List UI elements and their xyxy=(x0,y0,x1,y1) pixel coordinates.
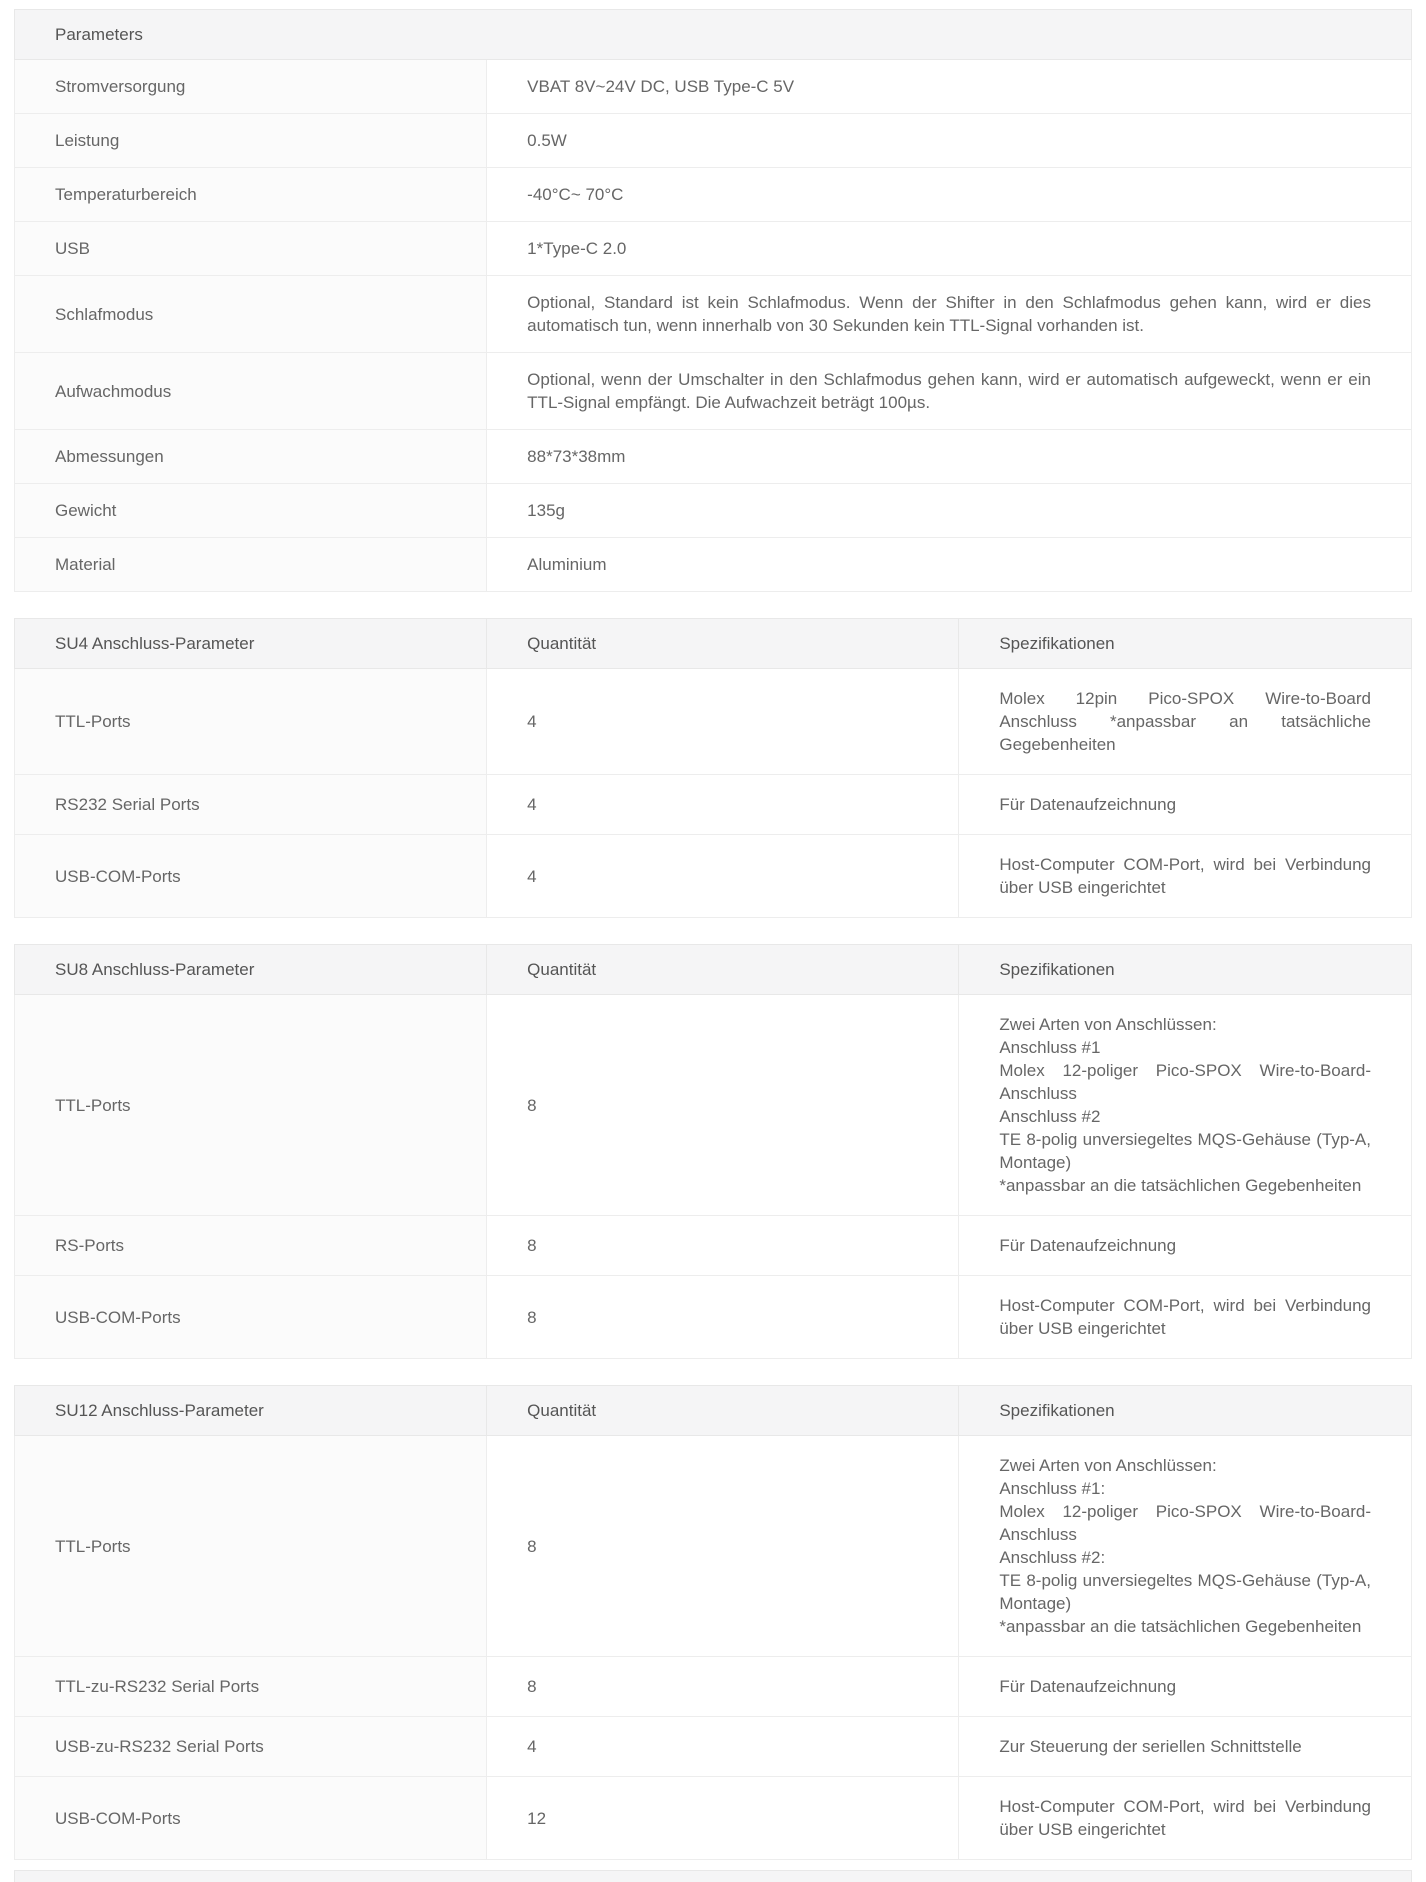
row-value: Optional, wenn der Umschalter in den Schlafmodus gehen kann, wird er automatisch aufgeweckt, wenn er ein TTL-Signal empfängt. Die Aufwachzeit beträgt 100µs. xyxy=(487,353,1412,430)
table-row xyxy=(15,1436,1412,1657)
row-label: RS-Ports xyxy=(15,1216,487,1276)
parameters-table xyxy=(14,9,1412,592)
table-row xyxy=(15,1216,1412,1276)
row-quantity: 4 xyxy=(487,669,959,775)
row-label: TTL-Ports xyxy=(15,669,487,775)
su8-table-title: SU8 Anschluss-Parameter xyxy=(15,945,487,995)
table-header-row xyxy=(15,10,1412,60)
row-quantity: 4 xyxy=(487,835,959,918)
row-label: TTL-Ports xyxy=(15,995,487,1216)
table-row xyxy=(15,538,1412,592)
row-value: 0.5W xyxy=(487,114,1412,168)
table-row xyxy=(15,1276,1412,1359)
su12-table-title: SU12 Anschluss-Parameter xyxy=(15,1386,487,1436)
row-quantity: 8 xyxy=(487,1276,959,1359)
spec-line: Anschluss #1: xyxy=(999,1479,1106,1498)
row-label: Temperaturbereich xyxy=(15,168,487,222)
row-label: USB-COM-Ports xyxy=(15,1777,487,1860)
table-row xyxy=(15,1777,1412,1860)
table-header-row xyxy=(15,1386,1412,1436)
spec-column-header: Spezifikationen xyxy=(959,945,1412,995)
row-spec xyxy=(959,1276,1412,1359)
row-quantity: 8 xyxy=(487,1657,959,1717)
row-spec xyxy=(959,835,1412,918)
row-spec xyxy=(959,995,1412,1216)
spec-line: Zwei Arten von Anschlüssen: xyxy=(999,1015,1217,1034)
row-spec xyxy=(959,1436,1412,1657)
row-quantity: 4 xyxy=(487,1717,959,1777)
row-label: USB-zu-RS232 Serial Ports xyxy=(15,1717,487,1777)
spec-line: TE 8-polig unversiegeltes MQS-Gehäuse (Typ-A, Montage) xyxy=(999,1571,1371,1613)
table-row xyxy=(15,1717,1412,1777)
row-value: -40°C~ 70°C xyxy=(487,168,1412,222)
spec-line: *anpassbar an die tatsächlichen Gegebenheiten xyxy=(999,1617,1362,1636)
row-quantity: 8 xyxy=(487,1436,959,1657)
row-quantity: 4 xyxy=(487,775,959,835)
row-label: Schlafmodus xyxy=(15,276,487,353)
partial-next-table-header xyxy=(14,1870,1412,1882)
table-row xyxy=(15,114,1412,168)
spec-line: Molex 12pin Pico-SPOX Wire-to-Board Anschluss *anpassbar an tatsächliche Gegebenheiten xyxy=(999,689,1371,754)
row-label: TTL-Ports xyxy=(15,1436,487,1657)
table-row xyxy=(15,995,1412,1216)
table-row xyxy=(15,276,1412,353)
spec-line: Für Datenaufzeichnung xyxy=(999,1236,1177,1255)
row-value: 135g xyxy=(487,484,1412,538)
spec-line: Host-Computer COM-Port, wird bei Verbindung über USB eingerichtet xyxy=(999,1296,1371,1338)
spec-line: Host-Computer COM-Port, wird bei Verbindung über USB eingerichtet xyxy=(999,1797,1371,1839)
spec-line: Für Datenaufzeichnung xyxy=(999,795,1177,814)
row-value: VBAT 8V~24V DC, USB Type-C 5V xyxy=(487,60,1412,114)
su8-table xyxy=(14,944,1412,1359)
spec-line: Zur Steuerung der seriellen Schnittstelle xyxy=(999,1737,1302,1756)
row-spec xyxy=(959,1216,1412,1276)
spec-line: Host-Computer COM-Port, wird bei Verbindung über USB eingerichtet xyxy=(999,855,1371,897)
spec-line: Molex 12-poliger Pico-SPOX Wire-to-Board-Anschluss xyxy=(999,1061,1371,1103)
table-row xyxy=(15,222,1412,276)
row-value: Aluminium xyxy=(487,538,1412,592)
spec-column-header: Spezifikationen xyxy=(959,619,1412,669)
table-row xyxy=(15,669,1412,775)
su4-table xyxy=(14,618,1412,918)
row-label: Gewicht xyxy=(15,484,487,538)
table-header-row xyxy=(15,619,1412,669)
row-spec xyxy=(959,1717,1412,1777)
row-value: Optional, Standard ist kein Schlafmodus. Wenn der Shifter in den Schlafmodus gehen kann, wird er dies automatisch tun, wenn innerhalb von 30 Sekunden kein TTL-Signal vorhanden ist. xyxy=(487,276,1412,353)
quantity-column-header: Quantität xyxy=(487,1386,959,1436)
table-header-row xyxy=(15,945,1412,995)
spec-line: Für Datenaufzeichnung xyxy=(999,1677,1177,1696)
row-quantity: 8 xyxy=(487,1216,959,1276)
row-label: RS232 Serial Ports xyxy=(15,775,487,835)
row-label: Material xyxy=(15,538,487,592)
row-value: 88*73*38mm xyxy=(487,430,1412,484)
row-spec xyxy=(959,1657,1412,1717)
table-row xyxy=(15,1657,1412,1717)
row-quantity: 12 xyxy=(487,1777,959,1860)
row-spec xyxy=(959,669,1412,775)
table-row xyxy=(15,168,1412,222)
su12-table xyxy=(14,1385,1412,1860)
spec-page xyxy=(14,9,1412,1882)
quantity-column-header: Quantität xyxy=(487,945,959,995)
row-label: Aufwachmodus xyxy=(15,353,487,430)
row-spec xyxy=(959,775,1412,835)
spec-line: Anschluss #2: xyxy=(999,1548,1106,1567)
su4-table-title: SU4 Anschluss-Parameter xyxy=(15,619,487,669)
row-label: Stromversorgung xyxy=(15,60,487,114)
quantity-column-header: Quantität xyxy=(487,619,959,669)
row-quantity: 8 xyxy=(487,995,959,1216)
table-row xyxy=(15,775,1412,835)
parameters-table-title: Parameters xyxy=(15,10,1412,60)
table-row xyxy=(15,430,1412,484)
spec-line: *anpassbar an die tatsächlichen Gegebenheiten xyxy=(999,1176,1362,1195)
row-spec xyxy=(959,1777,1412,1860)
row-label: Leistung xyxy=(15,114,487,168)
spec-line: Anschluss #1 xyxy=(999,1038,1101,1057)
row-value: 1*Type-C 2.0 xyxy=(487,222,1412,276)
row-label: USB-COM-Ports xyxy=(15,1276,487,1359)
spec-line: Anschluss #2 xyxy=(999,1107,1101,1126)
spec-line: TE 8-polig unversiegeltes MQS-Gehäuse (Typ-A, Montage) xyxy=(999,1130,1371,1172)
spec-line: Molex 12-poliger Pico-SPOX Wire-to-Board-Anschluss xyxy=(999,1502,1371,1544)
table-row xyxy=(15,484,1412,538)
row-label: Abmessungen xyxy=(15,430,487,484)
table-row xyxy=(15,835,1412,918)
spec-column-header: Spezifikationen xyxy=(959,1386,1412,1436)
row-label: USB xyxy=(15,222,487,276)
row-label: TTL-zu-RS232 Serial Ports xyxy=(15,1657,487,1717)
row-label: USB-COM-Ports xyxy=(15,835,487,918)
table-row xyxy=(15,60,1412,114)
table-row xyxy=(15,353,1412,430)
spec-line: Zwei Arten von Anschlüssen: xyxy=(999,1456,1217,1475)
